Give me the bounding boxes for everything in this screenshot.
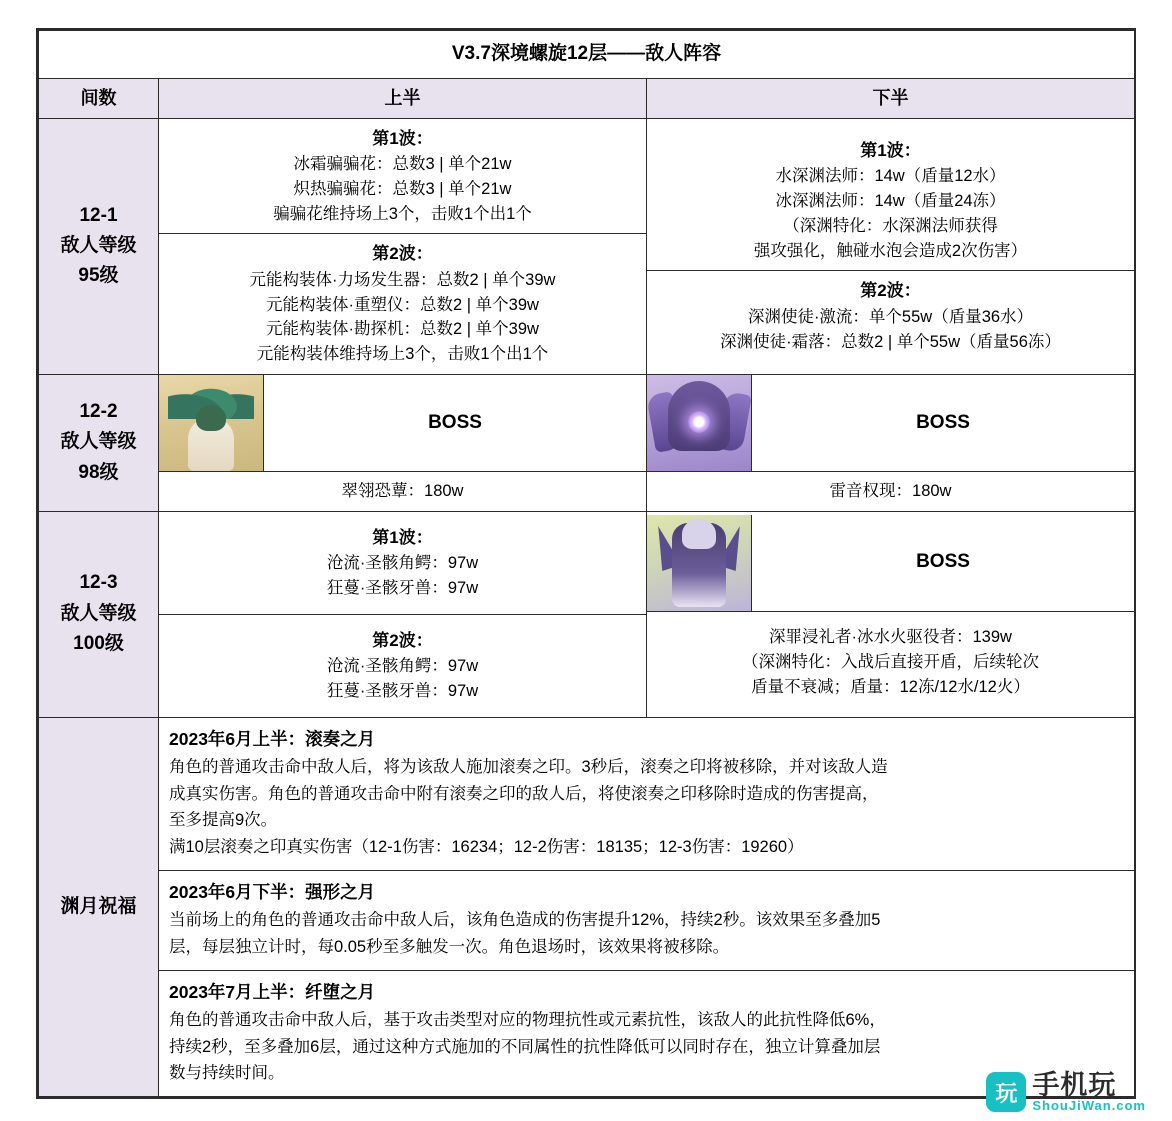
- boss-detail: [647, 611, 1134, 714]
- blessing-row: [39, 717, 1135, 1097]
- wave-line: 沧流·圣骸角鳄：97w: [326, 554, 479, 572]
- blessing-entry: [159, 870, 1134, 970]
- blessing-line: 持续2秒，至多叠加6层，通过这种方式施加的不同属性的抗性降低可以同时存在，独立计算叠加层: [169, 1037, 881, 1056]
- header-first-half: 上半: [159, 78, 647, 118]
- wave-block: [159, 234, 646, 374]
- wave-line: 元能构装体·勘探机：总数2 | 单个39w: [266, 320, 539, 339]
- header-row: [39, 78, 1135, 118]
- room-label-line: 100级: [73, 633, 124, 655]
- wave-line: 冰深渊法师：14w（盾量24冻）: [775, 192, 1006, 211]
- wave-title: 第1波：: [372, 527, 433, 547]
- room-12-2-first-half: [159, 374, 647, 511]
- wave-block: [647, 271, 1134, 362]
- wave-line: 元能构装体·力场发生器：总数2 | 单个39w: [249, 270, 556, 289]
- boss-name: 雷音权现：180w: [647, 471, 1134, 510]
- room-label-line: 12-2: [79, 401, 118, 423]
- boss-detail-line: （深渊特化：入战后直接开盾，后续轮次: [742, 653, 1039, 672]
- wave-line: （深渊特化：水深渊法师获得: [783, 216, 998, 235]
- wave-title: 第2波：: [372, 244, 433, 264]
- wave-block: [159, 119, 646, 234]
- boss-detail-line: 盾量不衰减；盾量：12冻/12水/12火）: [751, 677, 1030, 696]
- room-row-12-2: [39, 374, 1135, 511]
- blessing-line: 满10层滚奏之印真实伤害（12-1伤害：16234；12-2伤害：18135；12-3伤害：19260）: [169, 838, 804, 856]
- wave-title: 第1波：: [372, 128, 433, 148]
- header-second-half: 下半: [647, 78, 1135, 118]
- spiral-abyss-table: [36, 28, 1136, 1099]
- boss-portrait-all-devouring-narwhal: [647, 515, 752, 611]
- blessing-title: 2023年6月下半：强形之月: [169, 881, 376, 902]
- blessing-entry: [159, 718, 1134, 871]
- room-label-line: 98级: [78, 461, 119, 483]
- boss-label: BOSS: [916, 411, 970, 433]
- watermark-badge: 玩: [986, 1072, 1026, 1112]
- blessing-title: 2023年7月上半：纤堕之月: [169, 981, 376, 1002]
- wave-line: 深渊使徒·激流：单个55w（盾量36水）: [747, 307, 1034, 326]
- blessing-line: 至多提高9次。: [169, 811, 278, 830]
- blessing-line: 当前场上的角色的普通攻击命中敌人后，该角色造成的伤害提升12%，持续2秒。该效果至多叠加5: [169, 911, 881, 930]
- blessing-content: [159, 717, 1135, 1097]
- room-label-line: 敌人等级: [60, 431, 137, 453]
- blessing-label: 渊月祝福: [39, 717, 159, 1097]
- wave-line: 骗骗花维持场上3个，击败1个出1个: [273, 204, 532, 223]
- boss-name: 翠翎恐蕈：180w: [159, 471, 646, 510]
- wave-line: 冰霜骗骗花：总数3 | 单个21w: [293, 155, 512, 173]
- room-row-12-1: [39, 118, 1135, 374]
- wave-line: 水深渊法师：14w（盾量12水）: [775, 167, 1006, 186]
- wave-line: 狂蔓·圣骸牙兽：97w: [326, 578, 479, 597]
- wave-line: 元能构装体·重塑仪：总数2 | 单个39w: [266, 295, 539, 314]
- main-table: [38, 30, 1135, 1097]
- boss-block: [647, 375, 1134, 472]
- blessing-title: 2023年6月上半：滚奏之月: [169, 728, 376, 749]
- room-12-1-first-half: [159, 118, 647, 374]
- wave-line: 沧流·圣骸角鳄：97w: [326, 657, 479, 675]
- room-label-12-1: [39, 118, 159, 374]
- wave-line: 强攻强化，触碰水泡会造成2次伤害）: [753, 241, 1028, 260]
- room-label-line: 12-3: [79, 572, 118, 594]
- room-12-1-second-half: [647, 118, 1135, 374]
- title-row: [39, 31, 1135, 79]
- wave-line: 元能构装体维持场上3个，击败1个出1个: [256, 345, 549, 363]
- wave-block: [159, 614, 646, 717]
- wave-line: 狂蔓·圣骸牙兽：97w: [326, 681, 479, 700]
- wave-line: 炽热骗骗花：总数3 | 单个21w: [293, 179, 512, 198]
- boss-label: BOSS: [428, 411, 482, 433]
- wave-title: 第2波：: [372, 630, 433, 650]
- room-12-3-first-half: [159, 511, 647, 717]
- watermark-title: 手机玩: [1032, 1070, 1117, 1101]
- room-label-line: 敌人等级: [60, 602, 137, 624]
- blessing-line: 成真实伤害。角色的普通攻击命中附有滚奏之印的敌人后，将使滚奏之印移除时造成的伤害提高，: [169, 784, 879, 803]
- blessing-line: 角色的普通攻击命中敌人后，将为该敌人施加滚奏之印。3秒后，滚奏之印将被移除，并对该敌人造: [169, 757, 888, 776]
- boss-detail-line: 深罪浸礼者·冰水火驱役者：139w: [769, 628, 1012, 647]
- boss-portrait-jadeplume: [159, 375, 264, 471]
- room-label-line: 敌人等级: [60, 234, 137, 256]
- room-label-12-3: [39, 511, 159, 717]
- blessing-line: 层，每层独立计时，每0.05秒至多触发一次。角色退场时，该效果将被移除。: [169, 937, 730, 956]
- room-label-12-2: [39, 374, 159, 511]
- blessing-line: 数与持续时间。: [169, 1064, 285, 1083]
- boss-portrait-thunder-manifestation: [647, 375, 752, 471]
- watermark-domain: ShouJiWan.com: [1032, 1098, 1146, 1114]
- wave-block: [159, 512, 646, 615]
- room-row-12-3: [39, 511, 1135, 717]
- wave-title: 第2波：: [860, 281, 921, 301]
- wave-line: 深渊使徒·霜落：总数2 | 单个55w（盾量56冻）: [720, 332, 1061, 351]
- room-label-line: 95级: [78, 265, 119, 287]
- wave-title: 第1波：: [860, 140, 921, 160]
- page-title: V3.7深境螺旋12层——敌人阵容: [39, 31, 1135, 79]
- boss-label: BOSS: [916, 551, 970, 573]
- room-label-line: 12-1: [79, 204, 118, 226]
- room-12-3-second-half: [647, 511, 1135, 717]
- watermark: [986, 1071, 1146, 1113]
- boss-block: [647, 515, 1134, 612]
- header-room: 间数: [39, 78, 159, 118]
- blessing-line: 角色的普通攻击命中敌人后，基于攻击类型对应的物理抗性或元素抗性，该敌人的此抗性降低6%，: [169, 1010, 886, 1029]
- watermark-text: [1032, 1071, 1146, 1113]
- boss-block: [159, 375, 646, 472]
- wave-block: [647, 131, 1134, 271]
- room-12-2-second-half: [647, 374, 1135, 511]
